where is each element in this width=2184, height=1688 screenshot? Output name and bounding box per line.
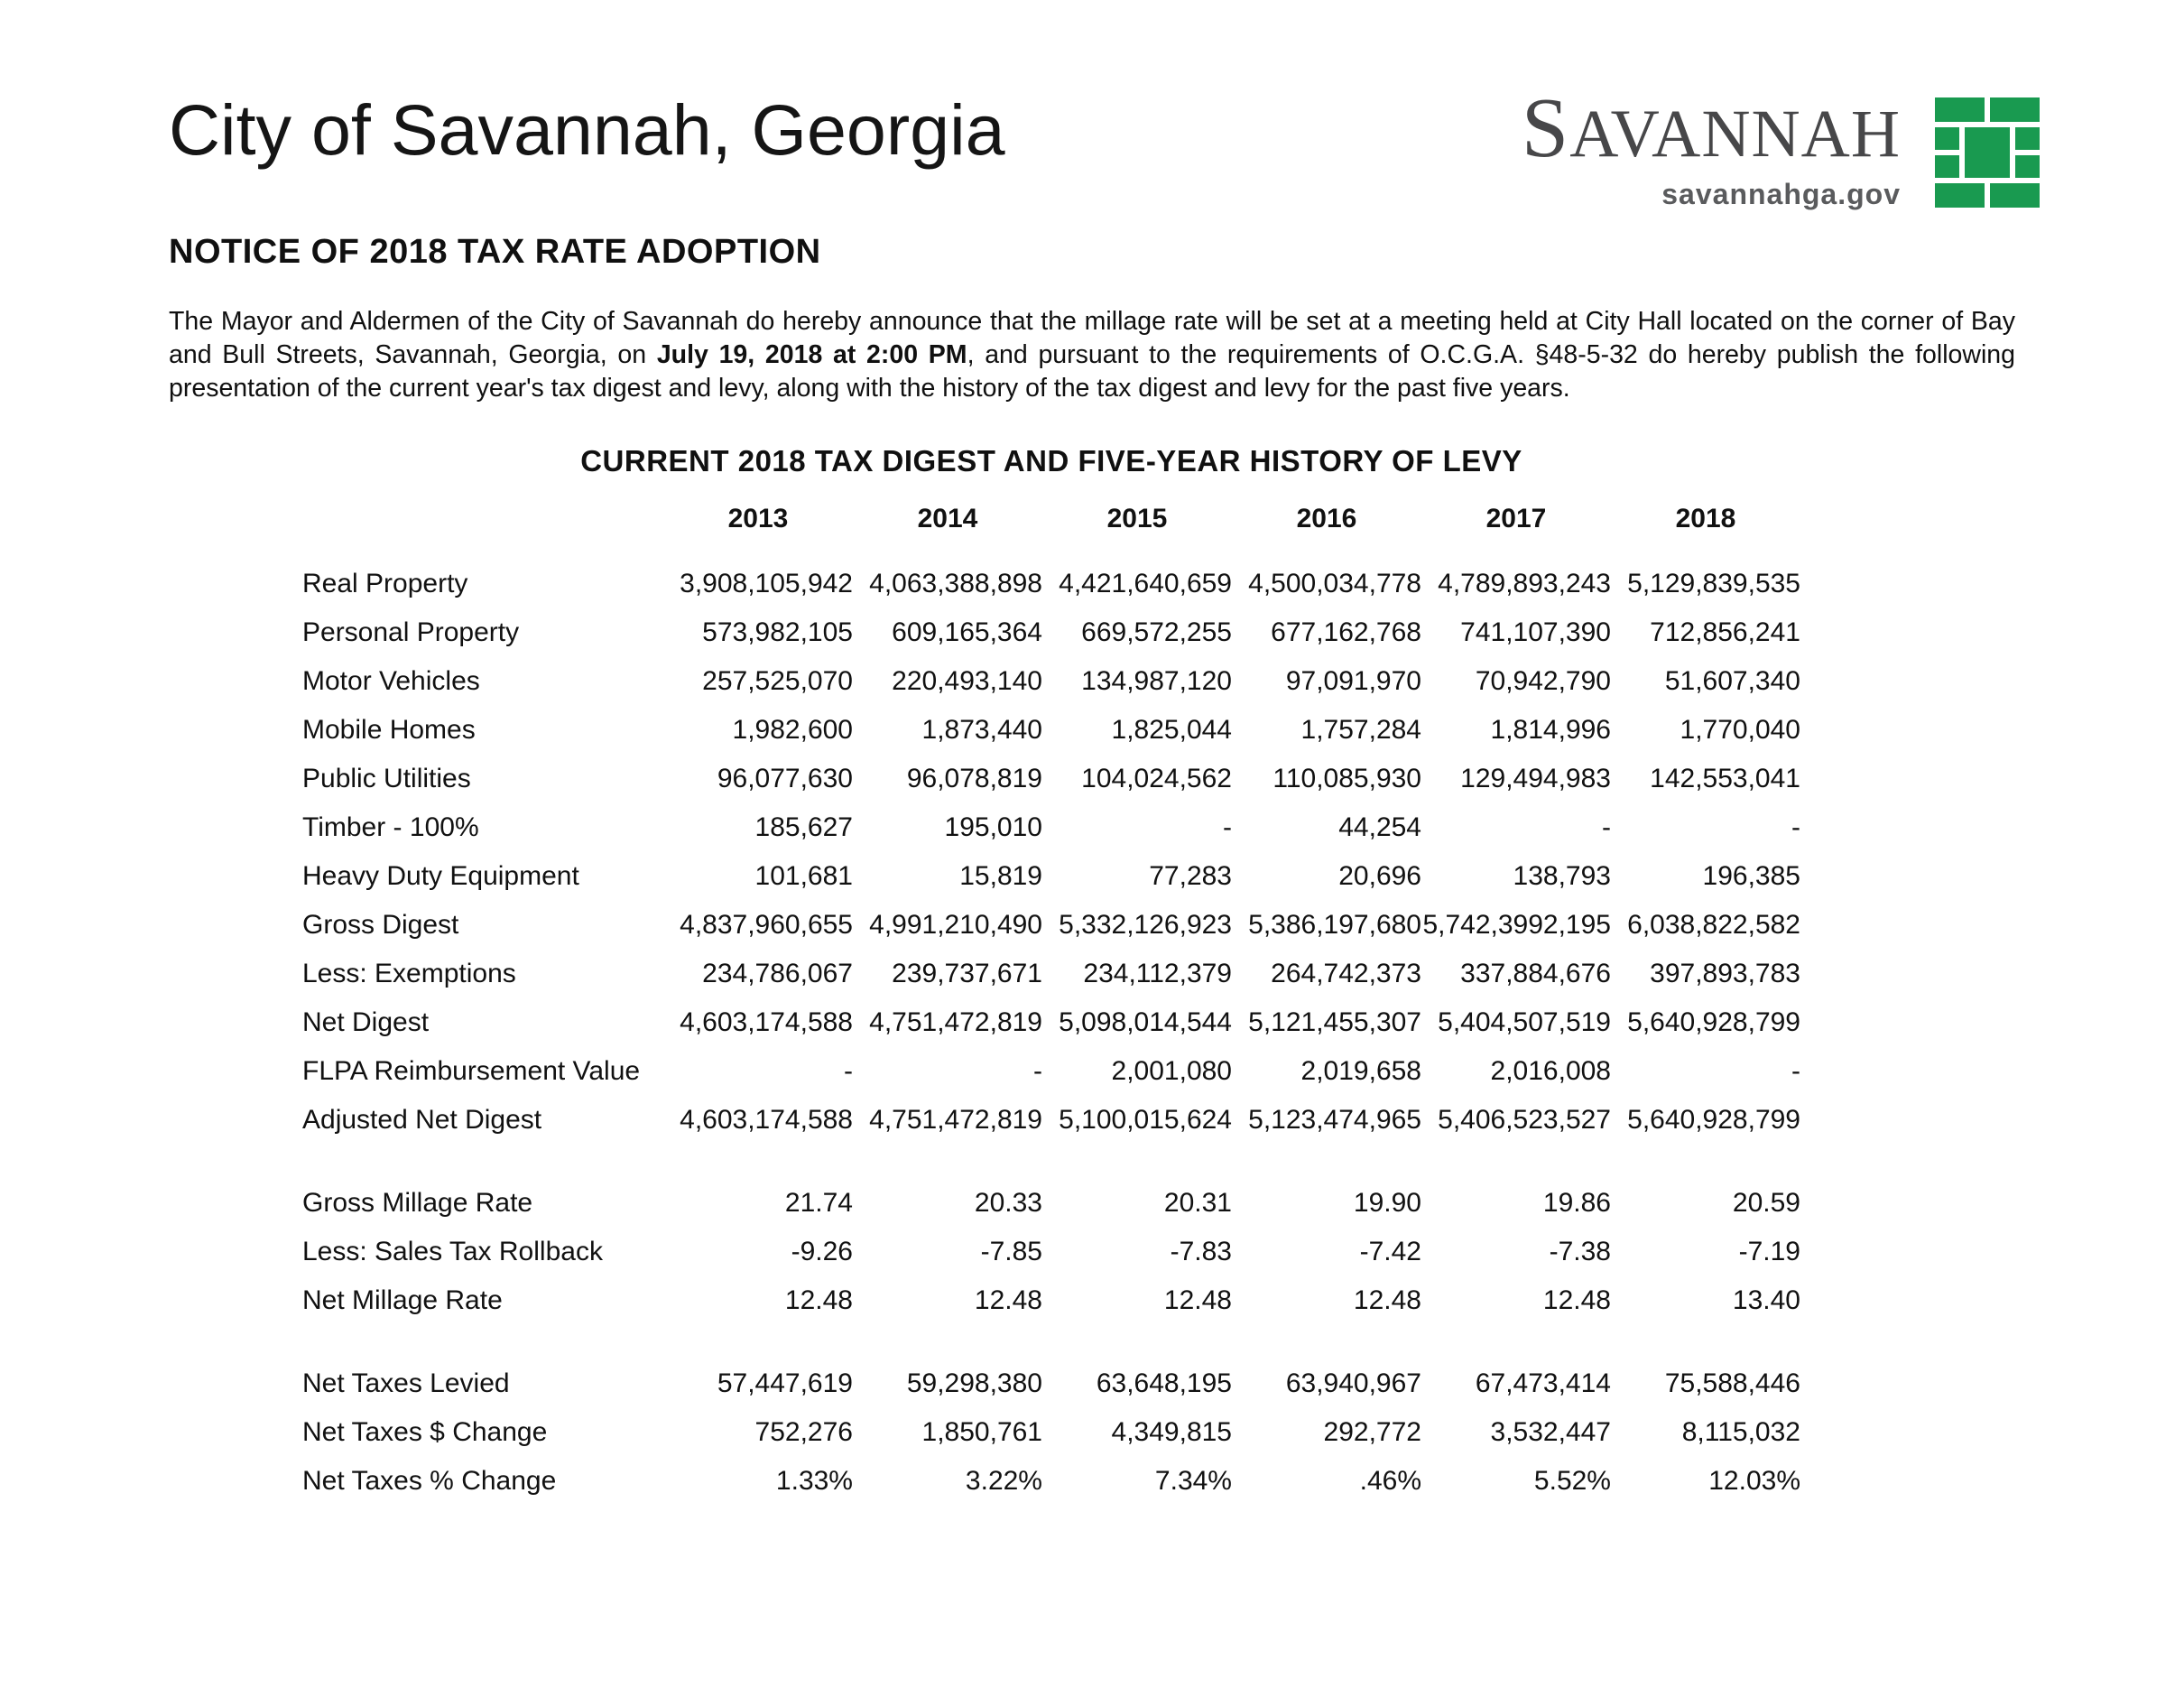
value-cell: 1.33% [775,1466,853,1496]
row-label: Gross Digest [302,910,459,940]
brick [1935,97,1985,122]
value-cell: 397,893,783 [1650,959,1800,988]
value-cell: 220,493,140 [892,666,1042,696]
value-cell: 4,603,174,588 [680,1007,853,1037]
table-row [302,608,1800,657]
table-row [302,1096,1800,1145]
brick [2015,155,2040,178]
value-cell: 129,494,983 [1460,764,1611,793]
value-cell: 96,077,630 [717,764,853,793]
value-cell: 3.22% [965,1466,1042,1496]
value-cell: -7.19 [1738,1237,1800,1266]
value-cell: 1,757,284 [1300,715,1421,745]
row-label: Less: Exemptions [302,959,516,988]
value-cell: 609,165,364 [892,617,1042,647]
row-label: Net Millage Rate [302,1285,503,1315]
value-cell: 97,091,970 [1285,666,1421,696]
row-label: Adjusted Net Digest [302,1105,542,1135]
value-cell: - [1791,1056,1800,1086]
value-cell: 4,991,210,490 [869,910,1042,940]
value-cell: 5,404,507,519 [1438,1007,1611,1037]
brick [1935,127,1959,150]
table-row [302,998,1800,1047]
value-cell: 57,447,619 [717,1368,853,1398]
value-cell: 1,873,440 [921,715,1042,745]
row-label: Motor Vehicles [302,666,480,696]
value-cell: 20.33 [974,1188,1042,1218]
announcement-text-before: The Mayor and Aldermen of the City of Savannah do hereby announce that the millage rate will be set at a meeting held at City Hall located on the corner of Bay and Bull Streets, Savannah, Georgia, on [169,307,2015,369]
value-cell: 712,856,241 [1650,617,1800,647]
value-cell: 4,500,034,778 [1248,569,1421,598]
value-cell: 19.90 [1353,1188,1421,1218]
value-cell: 4,789,893,243 [1438,569,1611,598]
value-cell: 75,588,446 [1664,1368,1800,1398]
row-label: Net Digest [302,1007,430,1037]
row-label: Mobile Homes [302,715,476,745]
value-cell: 6,038,822,582 [1627,910,1800,940]
value-cell: 138,793 [1513,861,1611,891]
table-group [302,1359,1800,1506]
announcement-paragraph [169,305,2015,405]
table-row [302,706,1800,755]
value-cell: 1,825,044 [1111,715,1232,745]
table-row [302,803,1800,852]
value-cell: 257,525,070 [702,666,853,696]
value-cell: 741,107,390 [1460,617,1611,647]
brick [1990,97,2040,122]
value-cell: 677,162,768 [1271,617,1421,647]
brick-pattern-icon [1935,97,2041,213]
value-cell: 20,696 [1338,861,1421,891]
value-cell: 4,751,472,819 [869,1105,1042,1135]
value-cell: 234,112,379 [1083,959,1232,988]
row-label: Real Property [302,569,468,598]
row-label: Timber - 100% [302,812,479,842]
value-cell: 7.34% [1154,1466,1232,1496]
value-cell: - [1223,812,1232,842]
brick [1990,183,2040,208]
year-header: 2015 [1106,504,1168,533]
value-cell: -7.42 [1359,1237,1421,1266]
table-row [302,1408,1800,1457]
value-cell: - [1791,812,1800,842]
value-cell: 5,121,455,307 [1248,1007,1421,1037]
page-title: City of Savannah, Georgia [169,89,1005,170]
year-header: 2018 [1675,504,1736,533]
brick [1935,183,1985,208]
value-cell: 669,572,255 [1081,617,1232,647]
table-row [302,950,1800,998]
value-cell: 5.52% [1533,1466,1611,1496]
value-cell: 2,019,658 [1300,1056,1421,1086]
value-cell: 51,607,340 [1664,666,1800,696]
value-cell: - [844,1056,853,1086]
value-cell: 142,553,041 [1650,764,1800,793]
table-row [302,901,1800,950]
value-cell: 1,814,996 [1490,715,1611,745]
value-cell: 12.48 [1542,1285,1611,1315]
value-cell: 5,332,126,923 [1059,910,1232,940]
value-cell: 70,942,790 [1475,666,1611,696]
value-cell: 5,098,014,544 [1059,1007,1232,1037]
value-cell: 5,386,197,680 [1248,910,1421,940]
year-header: 2013 [727,504,789,533]
value-cell: 2,001,080 [1111,1056,1232,1086]
value-cell: -9.26 [791,1237,853,1266]
value-cell: 752,276 [754,1417,853,1447]
table-group [302,1179,1800,1325]
value-cell: 8,115,032 [1681,1417,1800,1447]
value-cell: 20.31 [1163,1188,1232,1218]
table-row [302,852,1800,901]
wordmark-rest: AVANNAH [1569,97,1901,172]
table-row [302,657,1800,706]
row-label: Net Taxes Levied [302,1368,510,1398]
tax-digest-table [302,498,1800,1506]
value-cell: 77,283 [1149,861,1232,891]
value-cell: 234,786,067 [702,959,853,988]
value-cell: 1,770,040 [1680,715,1800,745]
table-row [302,1047,1800,1096]
value-cell: - [1033,1056,1042,1086]
row-label: Net Taxes % Change [302,1466,557,1496]
row-label: Less: Sales Tax Rollback [302,1237,603,1266]
value-cell: -7.38 [1549,1237,1611,1266]
value-cell: 5,123,474,965 [1248,1105,1421,1135]
row-label: Personal Property [302,617,520,647]
year-header: 2014 [917,504,978,533]
value-cell: 5,640,928,799 [1627,1007,1800,1037]
value-cell: 12.03% [1708,1466,1800,1496]
value-cell: 4,349,815 [1111,1417,1232,1447]
value-cell: 292,772 [1323,1417,1421,1447]
value-cell: .46% [1359,1466,1421,1496]
year-header: 2017 [1485,504,1547,533]
value-cell: 110,085,930 [1272,764,1421,793]
brick [1965,127,2010,178]
value-cell: 12.48 [1353,1285,1421,1315]
value-cell: 4,837,960,655 [680,910,853,940]
value-cell: 4,063,388,898 [869,569,1042,598]
table-row [302,1359,1800,1408]
value-cell: 96,078,819 [906,764,1042,793]
value-cell: 12.48 [784,1285,853,1315]
value-cell: 5,406,523,527 [1438,1105,1611,1135]
value-cell: 19.86 [1542,1188,1611,1218]
value-cell: 101,681 [754,861,853,891]
row-label: FLPA Reimbursement Value [302,1056,641,1086]
table-year-row [302,498,1800,540]
value-cell: 337,884,676 [1460,959,1611,988]
value-cell: 5,742,3992,195 [1422,910,1611,940]
value-cell: 4,751,472,819 [869,1007,1042,1037]
logo-website: savannahga.gov [1661,178,1901,210]
table-row [302,1228,1800,1276]
value-cell: 195,010 [944,812,1042,842]
row-label: Net Taxes $ Change [302,1417,548,1447]
value-cell: 3,908,105,942 [680,569,853,598]
value-cell: 13.40 [1732,1285,1800,1315]
notice-heading: NOTICE OF 2018 TAX RATE ADOPTION [169,233,821,271]
value-cell: 104,024,562 [1081,764,1232,793]
table-row [302,1276,1800,1325]
brick [1935,155,1959,178]
row-label: Public Utilities [302,764,471,793]
value-cell: 12.48 [1163,1285,1232,1315]
value-cell: 44,254 [1338,812,1421,842]
table-row [302,1457,1800,1506]
value-cell: 185,627 [754,812,853,842]
value-cell: 1,850,761 [921,1417,1042,1447]
value-cell: 5,640,928,799 [1627,1105,1800,1135]
table-title: CURRENT 2018 TAX DIGEST AND FIVE-YEAR HISTORY OF LEVY [580,444,1522,478]
value-cell: 3,532,447 [1490,1417,1611,1447]
table-body [302,560,1800,1506]
value-cell: 59,298,380 [906,1368,1042,1398]
announcement-meeting-datetime: July 19, 2018 at 2:00 PM [656,340,967,369]
value-cell: -7.83 [1170,1237,1232,1266]
table-row [302,755,1800,803]
value-cell: 2,016,008 [1490,1056,1611,1086]
value-cell: 196,385 [1702,861,1800,891]
value-cell: 4,421,640,659 [1059,569,1232,598]
savannah-logo [1521,81,2041,213]
row-label: Heavy Duty Equipment [302,861,579,891]
logo-wordmark [1521,81,1901,175]
wordmark-initial: S [1521,81,1570,175]
table-row [302,1179,1800,1228]
value-cell: 67,473,414 [1475,1368,1611,1398]
value-cell: 63,940,967 [1285,1368,1421,1398]
value-cell: 5,129,839,535 [1627,569,1800,598]
value-cell: 264,742,373 [1271,959,1421,988]
logo-text-block [1521,81,1901,211]
value-cell: 15,819 [959,861,1042,891]
row-label: Gross Millage Rate [302,1188,533,1218]
value-cell: -7.85 [980,1237,1042,1266]
announcement-text-after: , and pursuant to the requirements of O.C.G.A. §48-5-32 do hereby publish the following presentation of the current year's tax digest and levy, along with the history of the tax digest and levy for the past five years. [169,340,2015,403]
value-cell: 239,737,671 [892,959,1042,988]
brick [2015,127,2040,150]
value-cell: - [1602,812,1611,842]
table-group [302,560,1800,1145]
value-cell: 20.59 [1732,1188,1800,1218]
table-row [302,560,1800,608]
value-cell: 573,982,105 [702,617,853,647]
year-header: 2016 [1296,504,1357,533]
value-cell: 5,100,015,624 [1059,1105,1232,1135]
value-cell: 1,982,600 [732,715,853,745]
value-cell: 21.74 [784,1188,853,1218]
value-cell: 63,648,195 [1096,1368,1232,1398]
value-cell: 12.48 [974,1285,1042,1315]
value-cell: 4,603,174,588 [680,1105,853,1135]
value-cell: 134,987,120 [1081,666,1232,696]
